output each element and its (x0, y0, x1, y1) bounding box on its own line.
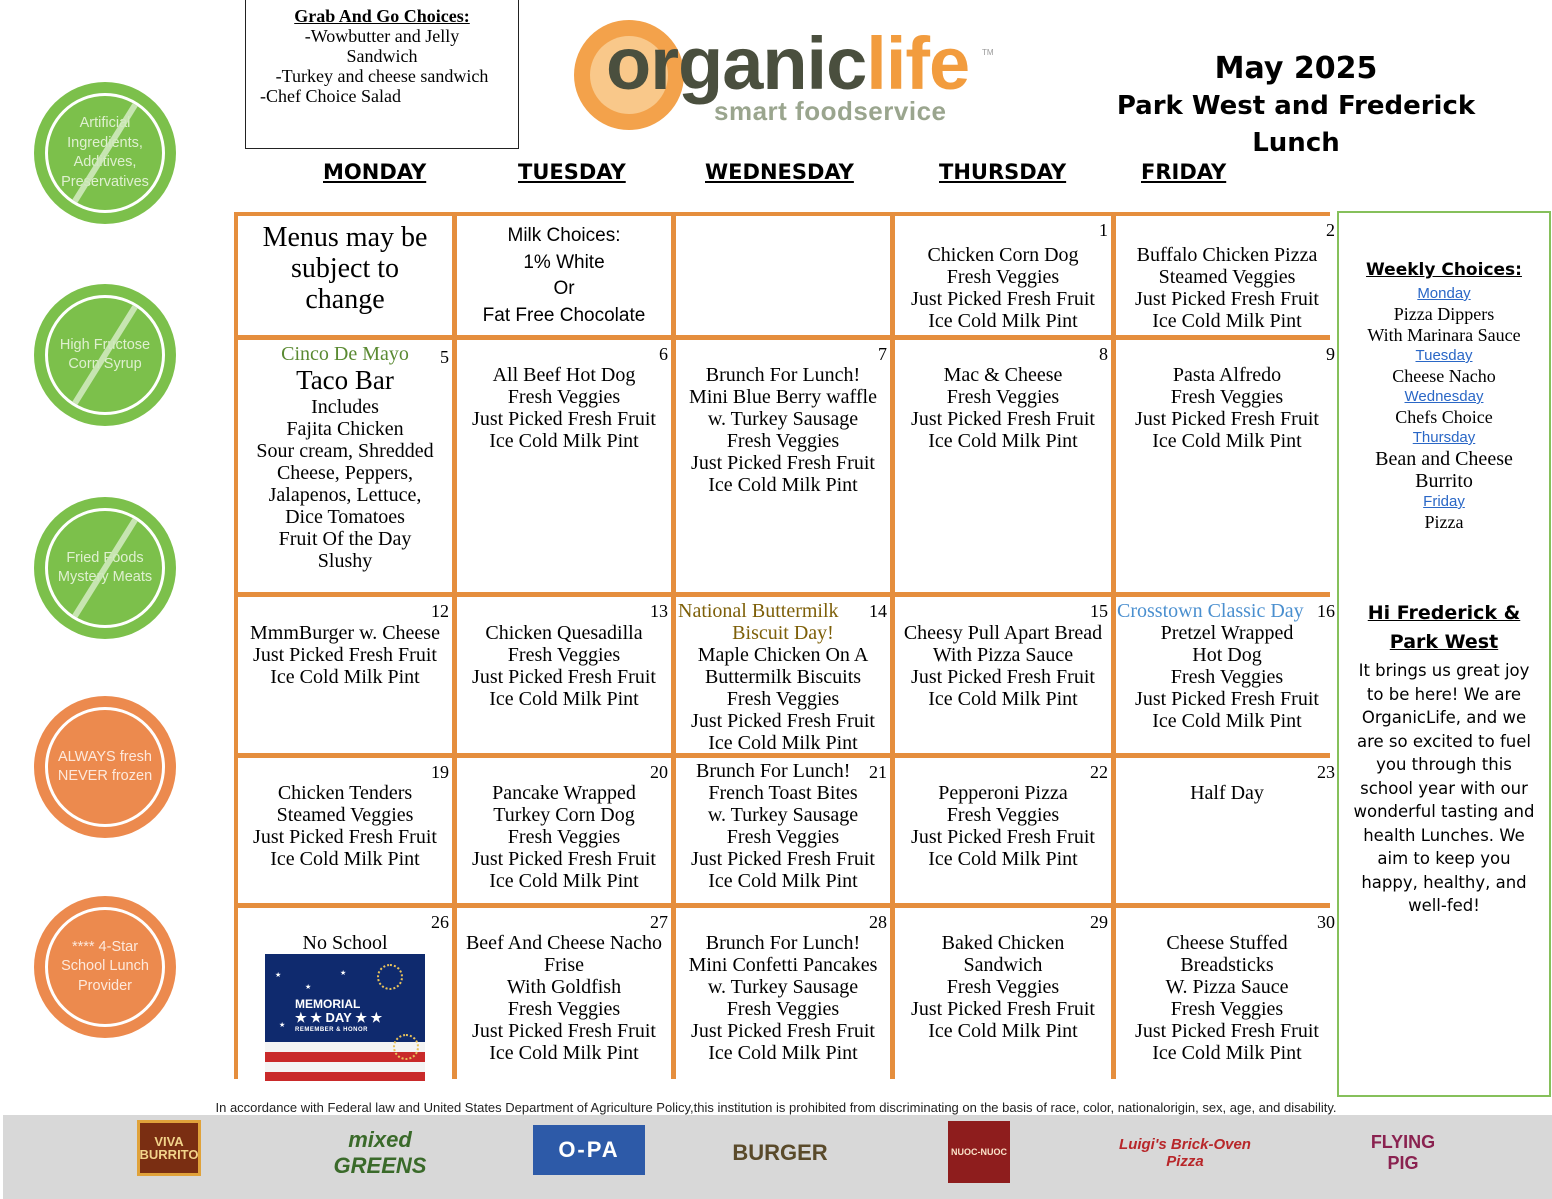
menu-item: Fresh Veggies (1170, 666, 1284, 688)
day-number: 13 (650, 601, 668, 621)
day-cell (457, 340, 671, 592)
menu-item: w. Turkey Sausage (707, 976, 859, 998)
menu-item: Ice Cold Milk Pint (1152, 710, 1302, 732)
menu-item: Ice Cold Milk Pint (928, 430, 1078, 452)
day-cell (457, 597, 671, 753)
badge-text: **** 4-Star School Lunch Provider (61, 938, 149, 994)
burger-logo: BURGER (732, 1140, 828, 1165)
welcome-message: It brings us great joy to be here! We are OrganicLife, and we are so excited to fuel you through this school year with our wonderful tasting and health Lunches. We aim to keep you happy, healthy, and well-fed! (1353, 661, 1535, 915)
day-cell (895, 340, 1111, 592)
menu-item: Just Picked Fresh Fruit (253, 826, 437, 848)
day-cell (457, 908, 671, 1083)
menu-item: Just Picked Fresh Fruit (472, 1020, 656, 1042)
day-number: 7 (878, 344, 887, 364)
nuoc-nuoc-logo: NUOC-NUOC (948, 1121, 1010, 1183)
menu-item: With Pizza Sauce (932, 644, 1074, 666)
menu-item: Fresh Veggies (1170, 386, 1284, 408)
calendar-grid (234, 212, 1335, 1079)
menu-item: Ice Cold Milk Pint (1152, 1042, 1302, 1064)
menu-item: Slushy (317, 550, 373, 572)
greeting-heading: Hi Frederick & Park West (1367, 602, 1521, 653)
memorial-day-text: MEMORIAL ★ ★ DAY ★ ★ REMEMBER & HONOR (295, 997, 383, 1033)
day-number: 8 (1099, 344, 1108, 364)
notice-line: change (305, 284, 385, 315)
menu-item: Mini Confetti Pancakes (688, 954, 878, 976)
menu-item: Ice Cold Milk Pint (708, 1042, 858, 1064)
weekly-item: Cheese Nacho (1392, 366, 1496, 386)
menu-item: Ice Cold Milk Pint (489, 1042, 639, 1064)
weekly-day-link[interactable]: Tuesday (1415, 347, 1473, 364)
day-header-thursday: THURSDAY (939, 160, 1067, 184)
day-number: 15 (1090, 601, 1108, 621)
menu-item: Ice Cold Milk Pint (1152, 430, 1302, 452)
brand-logo-strip (3, 1115, 1552, 1199)
menu-item: Pretzel Wrapped (1160, 622, 1294, 644)
menu-item: Just Picked Fresh Fruit (691, 848, 875, 870)
menu-item: Fresh Veggies (726, 998, 840, 1020)
menu-item: Jalapenos, Lettuce, (268, 484, 422, 506)
menu-item: Ice Cold Milk Pint (928, 310, 1078, 332)
menu-item: Fresh Veggies (726, 430, 840, 452)
menu-item: Beef And Cheese Nacho (465, 932, 663, 954)
logo-tagline: smart foodservice (714, 96, 947, 126)
memorial-day-image: ★ ★ ★ ★ MEMORIAL ★ ★ DAY ★ ★ REMEMBER & HONOR (265, 954, 425, 1081)
menu-item: Sandwich (963, 954, 1043, 976)
menu-item: Fresh Veggies (946, 266, 1060, 288)
menu-item: With Goldfish (506, 976, 622, 998)
weekly-item: Pizza Dippers (1393, 304, 1495, 324)
menu-item: Includes (311, 396, 379, 418)
day-cell (895, 216, 1111, 335)
menu-item: Just Picked Fresh Fruit (1135, 1020, 1319, 1042)
menu-item: Just Picked Fresh Fruit (911, 408, 1095, 430)
menu-item: Just Picked Fresh Fruit (472, 848, 656, 870)
milk-line: 1% White (523, 251, 605, 273)
menu-item: Fresh Veggies (726, 826, 840, 848)
menu-item: Buffalo Chicken Pizza (1136, 244, 1318, 266)
organiclife-logo (574, 14, 994, 134)
menu-item: All Beef Hot Dog (492, 364, 636, 386)
menu-item: Cheese Stuffed (1166, 932, 1288, 954)
badge-text: Fried Foods Mystery Meats (57, 549, 153, 585)
weekly-choices-heading: Weekly Choices: (1366, 260, 1522, 280)
day-number: 28 (869, 912, 887, 932)
menu-item: Just Picked Fresh Fruit (472, 666, 656, 688)
four-star-badge (34, 896, 176, 1038)
menu-item: Steamed Veggies (1158, 266, 1296, 288)
day-cell (238, 597, 452, 753)
menu-item: Brunch For Lunch! (696, 760, 851, 782)
grab-item: Sandwich (346, 46, 418, 66)
day-cell (1116, 216, 1338, 335)
menu-item: Just Picked Fresh Fruit (691, 1020, 875, 1042)
weekly-item: Pizza (1424, 512, 1464, 532)
menu-item: Pancake Wrapped (492, 782, 636, 804)
menu-item: Chicken Tenders (277, 782, 413, 804)
day-number: 21 (869, 762, 887, 782)
menu-item: Chicken Corn Dog (927, 244, 1079, 266)
side-panel (1337, 211, 1551, 1097)
day-number: 20 (650, 762, 668, 782)
day-cell (676, 340, 890, 592)
event-label: Crosstown Classic Day (1117, 600, 1304, 622)
weekly-item: Chefs Choice (1395, 407, 1493, 427)
badge-text: Artificial Ingredients, Additives, Preservatives (61, 115, 149, 190)
weekly-item: Bean and Cheese (1375, 448, 1513, 470)
menu-item: Dice Tomatoes (285, 506, 405, 528)
event-label: Biscuit Day! (732, 622, 834, 644)
day-number: 26 (431, 912, 449, 932)
feature-item: Taco Bar (296, 365, 394, 395)
menu-item: Frise (544, 954, 584, 976)
day-cell (238, 758, 452, 903)
day-cell (238, 340, 452, 592)
day-cell (895, 597, 1111, 753)
menu-item: Just Picked Fresh Fruit (1135, 408, 1319, 430)
event-label: Cinco De Mayo (281, 343, 409, 365)
menu-title (1100, 50, 1492, 162)
no-hfcs-badge (34, 284, 176, 426)
menu-item: Ice Cold Milk Pint (708, 732, 858, 753)
menu-item: MmmBurger w. Cheese (250, 622, 440, 644)
menu-item: Ice Cold Milk Pint (489, 688, 639, 710)
opa-logo: O-PA (533, 1125, 645, 1175)
menu-item: Pepperoni Pizza (938, 782, 1068, 804)
mixed-greens-logo: mixed GREENS (333, 1127, 427, 1178)
trademark: TM (982, 48, 994, 57)
day-number: 2 (1326, 220, 1335, 240)
weekly-day-link[interactable]: Thursday (1412, 429, 1476, 446)
viva-burrito-logo: VIVA BURRITO (137, 1120, 201, 1176)
grab-item: -Chef Choice Salad (260, 86, 401, 106)
menu-item: Steamed Veggies (276, 804, 414, 826)
month-title: May 2025 (1214, 51, 1378, 86)
menu-item: Ice Cold Milk Pint (928, 848, 1078, 870)
menu-item: Fresh Veggies (946, 386, 1060, 408)
day-number: 6 (659, 344, 668, 364)
menu-item: Brunch For Lunch! (705, 932, 861, 954)
menu-item: Ice Cold Milk Pint (270, 848, 420, 870)
day-number: 29 (1090, 912, 1108, 932)
event-label: National Buttermilk (678, 600, 839, 622)
weekly-item: With Marinara Sauce (1367, 325, 1521, 345)
day-cell (676, 758, 890, 903)
menu-item: Ice Cold Milk Pint (708, 870, 858, 892)
day-cell (676, 597, 890, 753)
day-cell (1116, 758, 1338, 903)
weekly-day-link[interactable]: Friday (1423, 493, 1465, 510)
menu-item: Ice Cold Milk Pint (489, 870, 639, 892)
menu-item: Fajita Chicken (286, 418, 404, 440)
day-header-tuesday: TUESDAY (518, 160, 626, 184)
meal-name: Lunch (1252, 128, 1340, 158)
grab-item: -Turkey and cheese sandwich (275, 66, 489, 86)
day-number: 1 (1099, 220, 1108, 240)
menu-item: Chicken Quesadilla (485, 622, 643, 644)
day-number: 12 (431, 601, 449, 621)
menu-item: Just Picked Fresh Fruit (1135, 288, 1319, 310)
menu-item: Fresh Veggies (726, 688, 840, 710)
no-fried-foods-badge (34, 497, 176, 639)
day-header-monday: MONDAY (323, 160, 427, 184)
menu-item: Ice Cold Milk Pint (489, 430, 639, 452)
menu-item: Fruit Of the Day (278, 528, 412, 550)
day-cell (457, 758, 671, 903)
menu-item: Half Day (1190, 782, 1264, 804)
menu-item: Cheese, Peppers, (276, 462, 414, 484)
menu-item: Brunch For Lunch! (705, 364, 861, 386)
menu-item: Ice Cold Milk Pint (928, 688, 1078, 710)
day-cell (1116, 597, 1338, 753)
menu-item: w. Turkey Sausage (707, 804, 859, 826)
menu-item: Buttermilk Biscuits (704, 666, 862, 688)
school-name: Park West and Frederick (1116, 91, 1476, 121)
menu-item: Fresh Veggies (507, 998, 621, 1020)
menu-item: Just Picked Fresh Fruit (911, 998, 1095, 1020)
menu-item: Turkey Corn Dog (493, 804, 635, 826)
menu-item: Fresh Veggies (507, 644, 621, 666)
day-cell (1116, 908, 1338, 1083)
day-cell (1116, 340, 1338, 592)
notice-line: subject to (290, 253, 400, 284)
day-number: 16 (1317, 601, 1335, 621)
day-number: 5 (440, 347, 449, 367)
grab-and-go-heading: Grab And Go Choices: (294, 6, 470, 26)
menu-item: Fresh Veggies (507, 386, 621, 408)
day-number: 22 (1090, 762, 1108, 782)
menu-item: Baked Chicken (941, 932, 1065, 954)
day-number: 30 (1317, 912, 1335, 932)
flying-pig-logo: FLYING PIG (1370, 1132, 1436, 1173)
day-cell (676, 908, 890, 1083)
grab-item: -Wowbutter and Jelly (304, 26, 460, 46)
menu-item: Just Picked Fresh Fruit (691, 452, 875, 474)
day-number: 14 (869, 601, 887, 621)
logo-wordmark: organiclife (606, 22, 970, 105)
day-cell (895, 758, 1111, 903)
nondiscrimination-statement: In accordance with Federal law and United States Department of Agriculture Policy,this institution is prohibited from discriminating on the basis of race, color, nationalorigin, sex, age, and disability. (215, 1100, 1337, 1115)
menu-item: Just Picked Fresh Fruit (253, 644, 437, 666)
weekly-day-link[interactable]: Monday (1417, 285, 1471, 302)
weekly-item: Burrito (1415, 470, 1473, 492)
menu-item: Maple Chicken On A (697, 644, 869, 666)
weekly-day-link[interactable]: Wednesday (1404, 388, 1484, 405)
always-fresh-badge (34, 696, 176, 838)
badge-text: ALWAYS fresh NEVER frozen (57, 748, 153, 784)
notice-line: Menus may be (262, 222, 428, 253)
menu-item: Fresh Veggies (946, 976, 1060, 998)
menu-item: Pasta Alfredo (1172, 364, 1282, 386)
milk-line: Milk Choices: (507, 225, 621, 246)
empty-day-cell (676, 216, 890, 335)
menu-item: Sour cream, Shredded (256, 440, 434, 462)
menu-item: Just Picked Fresh Fruit (472, 408, 656, 430)
day-cell (238, 908, 452, 1083)
menu-item: Just Picked Fresh Fruit (1135, 688, 1319, 710)
day-number: 19 (431, 762, 449, 782)
menu-item: Fresh Veggies (1170, 998, 1284, 1020)
menu-item: Ice Cold Milk Pint (270, 666, 420, 688)
no-artificial-badge (34, 82, 176, 224)
menu-item: Cheesy Pull Apart Bread (903, 622, 1103, 644)
day-header-wednesday: WEDNESDAY (705, 160, 854, 184)
day-number: 9 (1326, 344, 1335, 364)
menu-item: French Toast Bites (708, 782, 858, 804)
day-number: 23 (1317, 762, 1335, 782)
menu-item: Mini Blue Berry waffle (689, 386, 877, 408)
luigis-pizza-logo: Luigi's Brick-Oven Pizza (1119, 1136, 1251, 1170)
day-header-friday: FRIDAY (1141, 160, 1227, 184)
menu-item: Fresh Veggies (946, 804, 1060, 826)
menu-item: Hot Dog (1192, 644, 1262, 666)
day-cell (895, 908, 1111, 1083)
day-number: 27 (650, 912, 668, 932)
milk-line: Fat Free Chocolate (482, 304, 646, 326)
menu-item: Mac & Cheese (943, 364, 1063, 386)
menu-item: w. Turkey Sausage (707, 408, 859, 430)
milk-choices-cell (457, 216, 671, 335)
grab-and-go-box (245, 0, 519, 149)
menu-item: Just Picked Fresh Fruit (691, 710, 875, 732)
menu-item: Just Picked Fresh Fruit (911, 826, 1095, 848)
menu-item: Ice Cold Milk Pint (708, 474, 858, 496)
menu-item: Ice Cold Milk Pint (1152, 310, 1302, 332)
menu-item: Just Picked Fresh Fruit (911, 666, 1095, 688)
menu-item: Ice Cold Milk Pint (928, 1020, 1078, 1042)
menu-item: Fresh Veggies (507, 826, 621, 848)
notice-cell (238, 216, 452, 335)
menu-item: Breadsticks (1180, 954, 1274, 976)
menu-item: No School (302, 932, 388, 954)
milk-line: Or (553, 278, 575, 299)
menu-item: Just Picked Fresh Fruit (911, 288, 1095, 310)
menu-item: W. Pizza Sauce (1165, 976, 1289, 998)
badge-text: High Fructose Corn Syrup (59, 336, 151, 372)
